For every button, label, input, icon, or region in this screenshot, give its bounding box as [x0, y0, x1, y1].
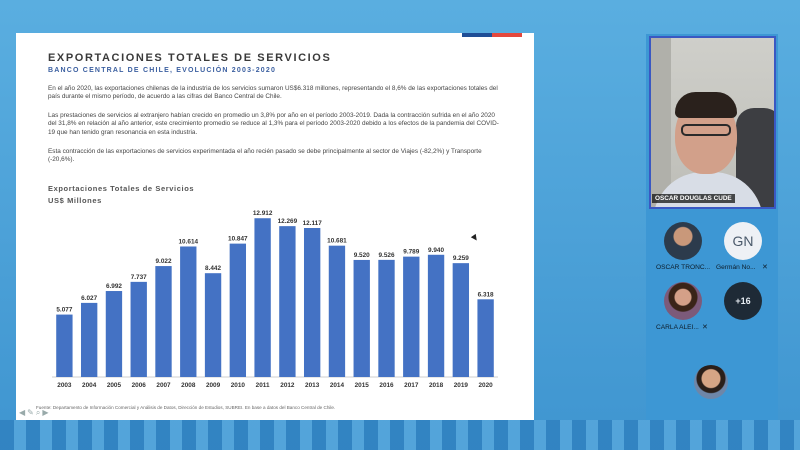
x-tick-2012: 2012 — [280, 382, 295, 389]
x-tick-2017: 2017 — [404, 382, 419, 389]
pen-icon[interactable]: ✎ — [27, 408, 36, 417]
bar-2011 — [254, 218, 270, 377]
participant-avatar-5[interactable] — [694, 365, 728, 399]
x-tick-2016: 2016 — [379, 382, 394, 389]
bar-2016 — [378, 260, 394, 377]
x-tick-2008: 2008 — [181, 382, 196, 389]
bar-2014 — [329, 246, 345, 377]
data-label-2010: 10.847 — [228, 235, 248, 243]
participant-avatar-1[interactable] — [664, 222, 702, 260]
presenter-hair — [675, 92, 737, 118]
participant-name-1: OSCAR TRONC... — [656, 264, 711, 271]
slide-paragraph-1: En el año 2020, las exportaciones chilenas de la industria de los servicios sumaron US$6.318 millones, representando el 8,6% de las exportaciones totales del país durante el mismo período, de acuerdo a las cifras del Banco Central de Chile. — [48, 85, 498, 101]
slide-subtitle: BANCO CENTRAL DE CHILE, EVOLUCIÓN 2003-2020 — [48, 67, 277, 74]
presenter-glasses — [681, 124, 731, 136]
bar-2003 — [56, 315, 72, 377]
data-label-2012: 12.269 — [277, 218, 298, 226]
presentation-controls[interactable] — [19, 408, 51, 418]
data-label-2008: 10.614 — [178, 238, 199, 246]
bar-chart — [16, 33, 534, 420]
prev-slide-icon[interactable]: ◀ — [19, 408, 28, 417]
presenter-name-label: OSCAR DOUGLAS CUDE — [652, 194, 735, 203]
data-label-2005: 6.992 — [105, 283, 122, 291]
bar-2008 — [180, 246, 196, 377]
participant-avatar-2[interactable] — [724, 222, 762, 260]
bar-2009 — [205, 273, 221, 377]
participant-name-2: Germán No... — [716, 264, 756, 271]
x-tick-2009: 2009 — [205, 382, 221, 389]
next-slide-icon[interactable]: ▶ — [42, 408, 51, 417]
slide-paragraph-2: Las prestaciones de servicios al extranjero habían crecido en promedio un 3,8% por año en el período 2003-2019. Dada la contracción sufrida en el año 2020 del 31,8% en relación al año anterior, este crecimiento promedio se reduce al 1,3% para el período 2003-2020 debido a los efectos de la pandemia del COVID-19 que han tenido gran resonancia en esta industria. — [48, 112, 499, 136]
data-label-2003: 5.077 — [56, 306, 73, 314]
mic-off-icon: ✕ — [762, 264, 768, 271]
participant-avatar-3[interactable] — [664, 282, 702, 320]
data-label-2011: 12.912 — [252, 210, 273, 218]
data-label-2014: 10.681 — [327, 237, 347, 245]
bar-2006 — [131, 282, 147, 377]
data-label-2017: 9.789 — [403, 248, 420, 256]
x-tick-2020: 2020 — [478, 382, 493, 389]
bar-2013 — [304, 228, 320, 377]
x-tick-2013: 2013 — [305, 382, 320, 389]
bar-2005 — [106, 291, 122, 377]
x-tick-2005: 2005 — [106, 382, 122, 389]
data-label-2004: 6.027 — [81, 294, 98, 302]
data-label-2013: 12.117 — [302, 220, 322, 228]
bar-2004 — [81, 303, 97, 377]
presenter-video[interactable] — [649, 36, 776, 209]
slide-source: Fuente: Departamento de Información Comercial y Análisis de Datos, Dirección de Estudios, SUBREI. En base a datos del Banco Central de Chile. — [36, 405, 336, 410]
data-label-2009: 8.442 — [205, 265, 222, 273]
x-tick-2011: 2011 — [255, 382, 270, 389]
mic-off-icon: ✕ — [702, 324, 708, 331]
more-participants-button[interactable] — [724, 282, 762, 320]
shared-screen[interactable] — [16, 33, 534, 420]
bar-2007 — [155, 266, 171, 377]
x-tick-2007: 2007 — [156, 382, 171, 389]
x-tick-2018: 2018 — [428, 382, 444, 389]
participant-name-3: CARLA ALEI... — [656, 324, 699, 331]
x-tick-2003: 2003 — [57, 382, 72, 389]
x-tick-2019: 2019 — [453, 382, 468, 389]
x-tick-2006: 2006 — [131, 382, 146, 389]
bar-2010 — [230, 244, 246, 377]
chart-y-unit: US$ Millones — [48, 196, 102, 205]
data-label-2020: 6.318 — [477, 291, 494, 299]
x-tick-2015: 2015 — [354, 382, 369, 389]
bar-2019 — [453, 263, 469, 377]
data-label-2006: 7.737 — [130, 273, 147, 281]
x-tick-2004: 2004 — [82, 382, 97, 389]
x-tick-2014: 2014 — [329, 382, 345, 389]
participant-initials: GN — [732, 233, 754, 249]
data-label-2016: 9.526 — [378, 251, 395, 259]
more-participants-count: +16 — [735, 296, 751, 306]
slide-paragraph-3: Esta contracción de las exportaciones de servicios experimentada el año recién pasado se debe principalmente al sector de Viajes (-82,2%) y Transporte (-20,6%). — [48, 148, 482, 164]
slide-title: EXPORTACIONES TOTALES DE SERVICIOS — [48, 52, 332, 64]
background-stripes — [0, 420, 800, 450]
bar-2020 — [477, 299, 493, 377]
video-wall — [651, 38, 671, 207]
bar-2012 — [279, 226, 295, 377]
data-label-2018: 9.940 — [428, 246, 445, 254]
data-label-2019: 9.259 — [452, 255, 469, 263]
zoom-icon[interactable]: ⌕ — [35, 408, 43, 417]
bar-2015 — [354, 260, 370, 377]
data-label-2007: 9.022 — [155, 258, 172, 266]
bar-2018 — [428, 255, 444, 377]
chart-title: Exportaciones Totales de Servicios — [48, 184, 195, 193]
x-tick-2010: 2010 — [230, 382, 245, 389]
bar-2017 — [403, 257, 419, 377]
data-label-2015: 9.520 — [353, 251, 370, 259]
